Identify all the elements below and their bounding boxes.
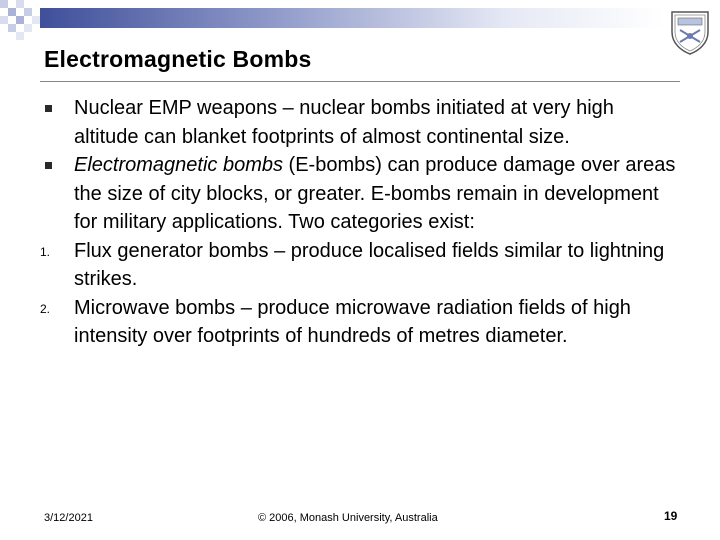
text-run: Microwave bombs – produce microwave radiation fields of high intensity over footprints of hundreds of metres diameter. bbox=[74, 296, 631, 347]
list-item-text bbox=[74, 94, 680, 151]
list-item bbox=[40, 94, 680, 151]
title-divider bbox=[40, 81, 680, 82]
text-run: (E-bombs) can produce damage over areas the size of city blocks, or greater. E-bombs remain in development for military applications. Two categories exist: bbox=[74, 154, 676, 233]
page-number: 19 bbox=[664, 509, 678, 523]
text-run: Flux generator bombs – produce localised fields similar to lightning strikes. bbox=[74, 239, 665, 290]
list-item-text bbox=[74, 237, 680, 294]
footer-date: 3/12/2021 bbox=[44, 512, 93, 524]
footer-copyright: © 2006, Monash University, Australia bbox=[258, 512, 438, 524]
slide-content bbox=[40, 94, 680, 351]
slide-title: Electromagnetic Bombs bbox=[44, 46, 312, 72]
emphasized-term: Electromagnetic bombs bbox=[74, 154, 283, 176]
university-crest-icon bbox=[666, 8, 714, 56]
list-item-text bbox=[74, 151, 680, 237]
list-item-text bbox=[74, 294, 680, 351]
list-item bbox=[40, 151, 680, 237]
list-item: 1. Flux generator bombs – produce localised fields similar to lightning strikes. bbox=[40, 237, 680, 294]
list-item: 2. Microwave bombs – produce microwave radiation fields of high intensity over footprints of hundreds of metres diameter. bbox=[40, 294, 680, 351]
text-run: Nuclear EMP weapons – nuclear bombs initiated at very high altitude can blanket footprints of almost continental size. bbox=[74, 97, 614, 148]
header-band bbox=[40, 8, 664, 28]
